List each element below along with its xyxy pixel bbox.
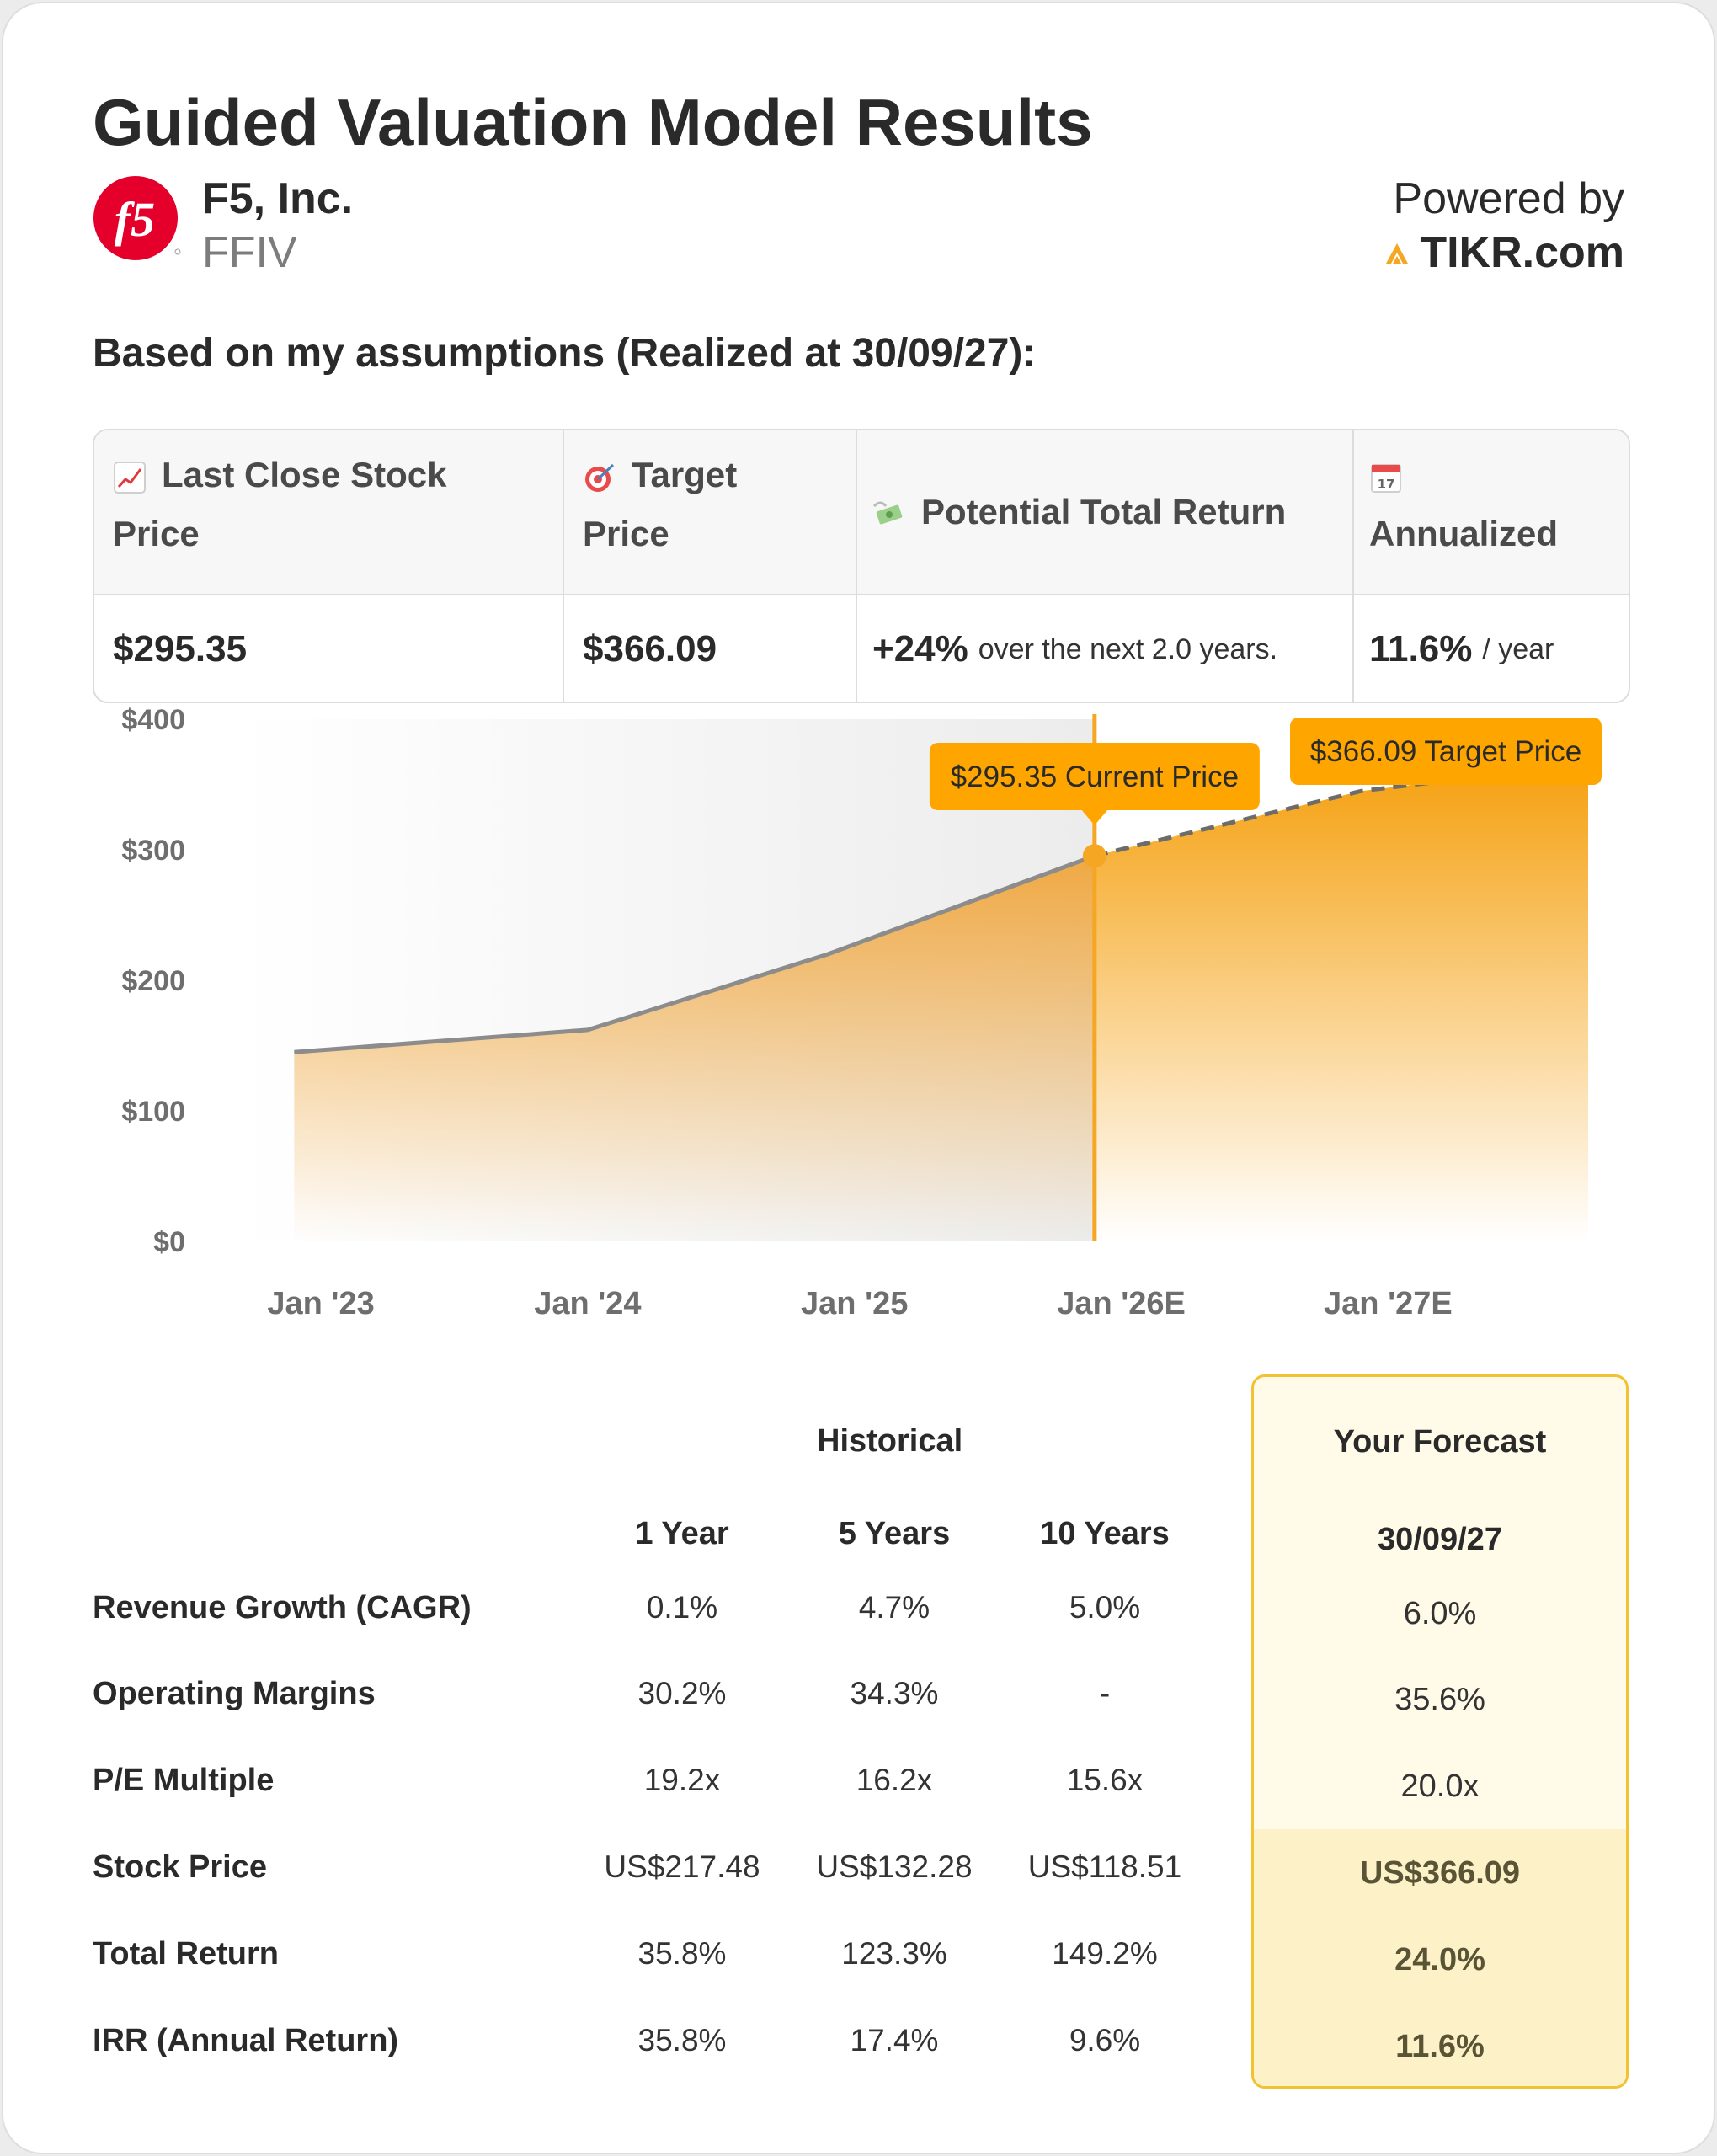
metric-value: 123.3% <box>841 1936 947 1971</box>
svg-text:f5: f5 <box>114 192 156 247</box>
y-tick-label: $200 <box>121 965 185 997</box>
forecast-value: 24.0% <box>1394 1942 1485 1977</box>
y-tick-label: $0 <box>153 1226 185 1258</box>
company-ticker: FFIV <box>202 228 297 277</box>
page-title: Guided Valuation Model Results <box>93 85 1093 159</box>
metric-value: 0.1% <box>646 1590 718 1625</box>
forecast-column <box>1251 1374 1629 2089</box>
results-card <box>2 2 1715 2154</box>
y-tick-label: $300 <box>121 835 185 867</box>
metric-label: Stock Price <box>93 1849 267 1885</box>
summary-table <box>93 429 1630 703</box>
metric-value: 17.4% <box>850 2023 939 2057</box>
svg-text:17: 17 <box>1377 476 1395 492</box>
assumptions-heading: Based on my assumptions (Realized at 30/09/27): <box>93 331 1037 376</box>
annualized-value: 11.6% / year <box>1369 628 1554 670</box>
x-tick-label: Jan '26E <box>1057 1286 1186 1321</box>
price-chart <box>93 694 1630 1334</box>
metric-value: 19.2x <box>643 1763 721 1797</box>
forecast-title: Your Forecast <box>1333 1424 1547 1460</box>
x-tick-label: Jan '24 <box>534 1286 642 1321</box>
target-icon <box>583 461 616 494</box>
forecast-date: 30/09/27 <box>1378 1522 1502 1557</box>
summary-divider <box>1352 430 1354 702</box>
x-tick-label: Jan '23 <box>267 1286 375 1321</box>
x-tick-label: Jan '27E <box>1324 1286 1453 1321</box>
y-tick-label: $100 <box>121 1096 185 1128</box>
metric-value: US$132.28 <box>816 1849 973 1884</box>
metric-label: P/E Multiple <box>93 1763 275 1798</box>
target-price-tooltip <box>1290 718 1602 785</box>
summary-header-last-close: Last Close Stock Price <box>113 455 447 553</box>
total-return-value: +24% over the next 2.0 years. <box>872 628 1278 670</box>
last-close-value: $295.35 <box>113 628 248 670</box>
forecast-value: 6.0% <box>1403 1596 1477 1631</box>
metric-value: 149.2% <box>1052 1936 1158 1971</box>
metric-value: 35.8% <box>637 2023 727 2057</box>
summary-header-annualized: 17 Annualized <box>1369 446 1622 563</box>
tooltip-label: $295.35 Current Price <box>950 760 1240 793</box>
summary-header-target: Target Price <box>583 455 738 553</box>
metric-label: Total Return <box>93 1936 279 1972</box>
period-header: 5 Years <box>838 1516 951 1551</box>
metric-value: US$217.48 <box>604 1849 760 1884</box>
company-name: F5, Inc. <box>202 174 354 223</box>
metric-label: IRR (Annual Return) <box>93 2023 399 2058</box>
metric-value: 16.2x <box>856 1763 933 1797</box>
metric-value: US$118.51 <box>1027 1849 1182 1884</box>
summary-divider <box>856 430 857 702</box>
tikr-brand[interactable] <box>1383 227 1624 278</box>
metric-value: 15.6x <box>1066 1763 1144 1797</box>
metric-value: 5.0% <box>1069 1590 1141 1625</box>
tikr-brand-label: TIKR.com <box>1420 228 1624 277</box>
period-header: 1 Year <box>635 1516 729 1551</box>
forecast-value: US$366.09 <box>1359 1855 1521 1891</box>
metric-value: 9.6% <box>1069 2023 1141 2057</box>
forecast-value: 35.6% <box>1394 1682 1485 1717</box>
summary-header-total-return: Potential Total Return <box>872 483 1344 542</box>
metric-label: Operating Margins <box>93 1676 376 1711</box>
summary-divider <box>563 430 564 702</box>
tikr-logo-icon <box>1383 238 1411 267</box>
chart-increasing-icon <box>113 461 147 494</box>
calendar-icon <box>1369 461 1403 494</box>
metric-value: 35.8% <box>637 1936 727 1971</box>
powered-by-label: Powered by <box>1393 174 1624 223</box>
metric-value: 34.3% <box>850 1676 939 1710</box>
y-tick-label: $400 <box>121 704 185 736</box>
forecast-value: 11.6% <box>1395 2029 1485 2064</box>
metric-value: 30.2% <box>637 1676 727 1710</box>
forecast-value: 20.0x <box>1400 1769 1480 1804</box>
forecast-area <box>1095 764 1588 1241</box>
metric-value: 4.7% <box>858 1590 930 1625</box>
historical-group-label: Historical <box>817 1423 963 1459</box>
x-tick-label: Jan '25 <box>801 1286 909 1321</box>
money-with-wings-icon <box>872 498 906 531</box>
period-header: 10 Years <box>1040 1516 1170 1551</box>
metric-label: Revenue Growth (CAGR) <box>93 1590 472 1625</box>
tooltip-label: $366.09 Target Price <box>1309 735 1582 768</box>
f5-logo <box>91 173 184 266</box>
target-price-value: $366.09 <box>583 628 717 670</box>
metric-value: - <box>1099 1676 1111 1710</box>
current-price-point[interactable] <box>1083 844 1106 867</box>
